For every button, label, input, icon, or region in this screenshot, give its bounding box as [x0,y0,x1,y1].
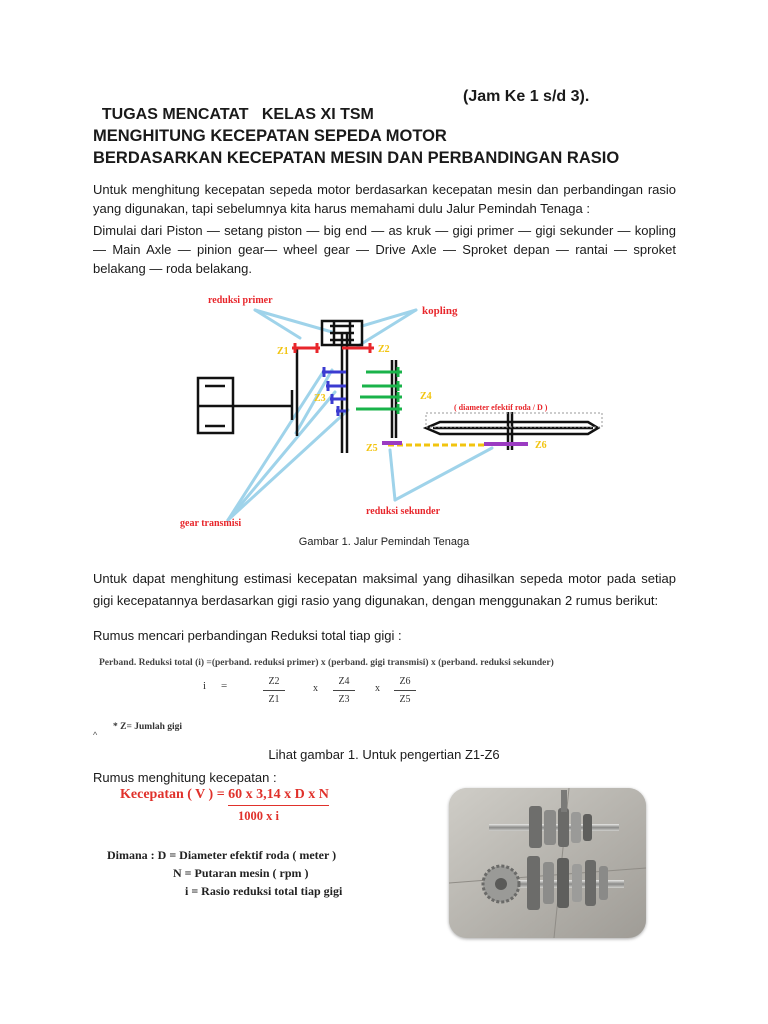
fraction-z2-z1: $\frac{Z2}{Z1}$ [263,676,285,705]
fraction-z4-z3: $\frac{Z4}{Z3}$ [333,676,355,705]
page-title [93,125,619,169]
see-figure-note: Lihat gambar 1. Untuk pengertian Z1-Z6 [268,747,500,762]
speed-formula-lhs: Kecepatan ( V ) = [120,787,229,802]
times-sign-2: x [375,683,380,694]
intro-paragraph: Untuk menghitung kecepatan sepeda motor berdasarkan kecepatan mesin dan perbandingan rasio yang digunakan, tapi sebelumnya kita harus memahami dulu Jalur Pemindah Tenaga : [93,182,676,216]
speed-formula [120,787,329,806]
label-z5: Z5 [366,443,378,454]
task-header-right: (Jam Ke 1 s/d 3). [463,88,590,105]
gears-photo-drawing [449,788,646,938]
power-transmission-diagram [170,288,610,533]
where-d: Dimana : D = Diameter efektif roda ( meter ) [107,848,337,862]
label-reduksi-primer: reduksi primer [208,295,273,306]
transmission-gears-photo [449,788,646,938]
reduction-formula [93,648,615,740]
label-z2: Z2 [378,344,390,355]
label-reduksi-sekunder: reduksi sekunder [366,506,441,517]
equals-sign: = [221,680,228,692]
power-path-paragraph: Dimulai dari Piston — setang piston — big end — as kruk — gigi primer — gigi sekunder — kopling — Main Axle — pinion gear— wheel gear — Drive Axle — Sproket depan — rantai — sproket belakang — roda belakang. [93,223,676,276]
label-z1: Z1 [277,346,289,357]
note-jumlah-gigi: * Z= Jumlah gigi [113,722,183,732]
estimate-paragraph: Untuk dapat menghitung estimasi kecepatan maksimal yang dihasilkan sepeda motor pada setiap gigi kecepatannya berdasarkan gigi rasio yang digunakan, dengan menggunakan 2 rumus berikut: [93,571,676,608]
label-gear-transmisi: gear transmisi [180,518,242,529]
label-diameter: ( diameter efektif roda / D ) [454,403,548,412]
task-header-left: TUGAS MENCATAT KELAS XI TSM [101,106,374,123]
reduction-formula-heading: Perband. Reduksi total (i) =(perband. reduksi primer) x (perband. gigi transmisi) x (perband. reduksi sekunder) [99,658,554,668]
times-sign-1: x [313,683,318,694]
label-z6: Z6 [535,440,547,451]
speed-formula-denominator: 1000 x i [238,809,279,823]
speed-formula-numerator: 60 x 3,14 x D x N [228,787,329,806]
rumus-reduksi-heading: Rumus mencari perbandingan Reduksi total tiap gigi : [93,628,402,643]
rumus-kecepatan-heading: Rumus menghitung kecepatan : [93,770,277,785]
i-symbol: i [203,680,207,692]
figure-caption: Gambar 1. Jalur Pemindah Tenaga [298,536,470,548]
where-i: i = Rasio reduksi total tiap gigi [185,884,343,898]
label-z3: Z3 [314,393,326,404]
where-n: N = Putaran mesin ( rpm ) [173,866,309,880]
label-kopling: kopling [422,305,458,317]
fraction-z6-z5: $\frac{Z6}{Z5}$ [394,676,416,705]
page-title-line-1: MENGHITUNG KECEPATAN SEPEDA MOTOR [93,127,447,145]
page-title-line-2: BERDASARKAN KECEPATAN MESIN DAN PERBANDINGAN RASIO [93,149,620,167]
caret-mark: ^ [93,730,98,740]
label-z4: Z4 [420,391,432,402]
